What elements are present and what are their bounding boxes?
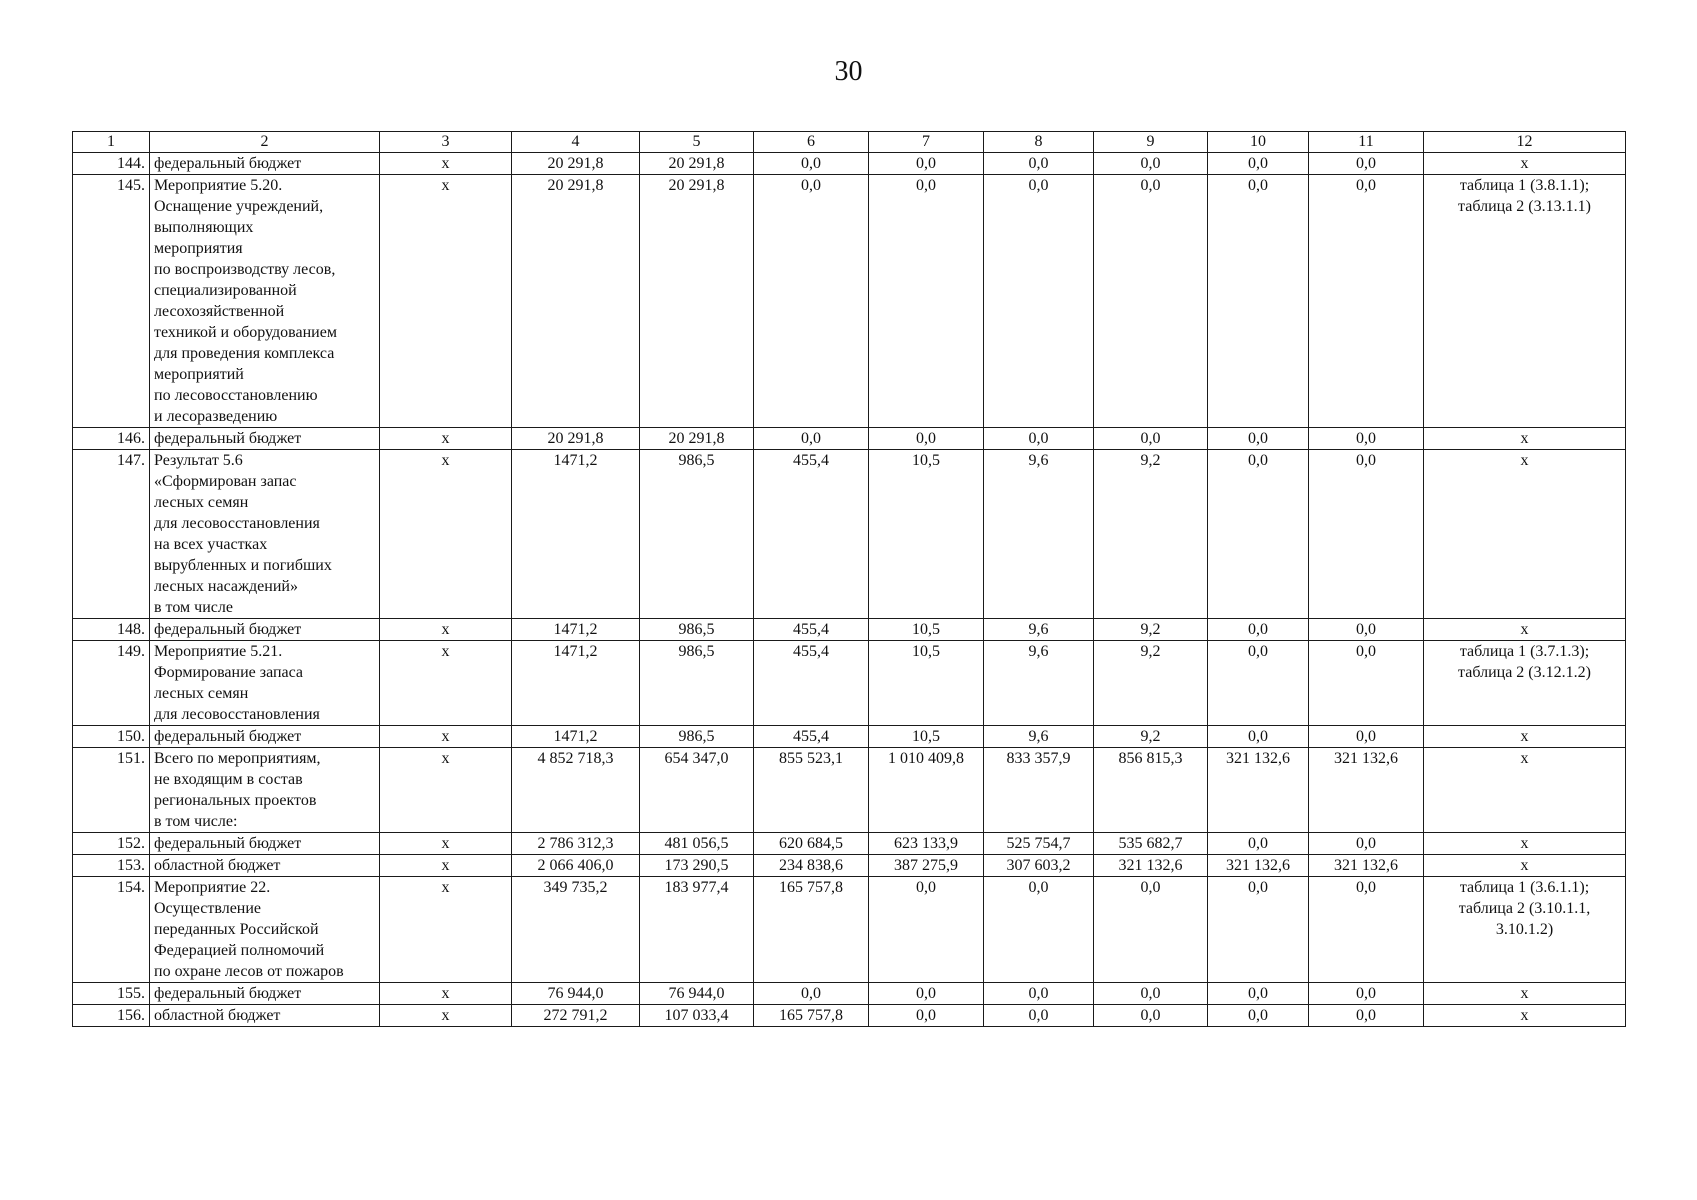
amount-cell: 387 275,9 [869,855,984,877]
row-name: федеральный бюджет [150,619,380,641]
header-cell: 1 [73,132,150,153]
amount-cell: 833 357,9 [984,748,1094,833]
header-cell: 6 [754,132,869,153]
amount-cell: 0,0 [1208,450,1309,619]
table-row [73,641,1626,726]
amount-cell: 9,6 [984,641,1094,726]
reference-cell: таблица 1 (3.7.1.3); таблица 2 (3.12.1.2) [1424,641,1626,726]
amount-cell: 20 291,8 [640,153,754,175]
amount-cell: 234 838,6 [754,855,869,877]
table-row [73,619,1626,641]
amount-cell: 0,0 [1208,833,1309,855]
row-number: 154. [73,877,150,983]
amount-cell: 0,0 [1309,726,1424,748]
amount-cell: 107 033,4 [640,1005,754,1027]
amount-cell: 20 291,8 [512,428,640,450]
amount-cell: 0,0 [754,153,869,175]
reference-cell: таблица 1 (3.6.1.1); таблица 2 (3.10.1.1, 3.10.1.2) [1424,877,1626,983]
reference-cell: х [1424,450,1626,619]
table-row [73,726,1626,748]
page-number: 30 [834,56,863,87]
amount-cell: 0,0 [1208,726,1309,748]
row-number: 153. [73,855,150,877]
amount-cell: 986,5 [640,450,754,619]
reference-cell: х [1424,855,1626,877]
col3-value: х [380,726,512,748]
amount-cell: 4 852 718,3 [512,748,640,833]
amount-cell: 321 132,6 [1094,855,1208,877]
amount-cell: 986,5 [640,619,754,641]
col3-value: х [380,428,512,450]
header-cell: 5 [640,132,754,153]
amount-cell: 455,4 [754,619,869,641]
amount-cell: 10,5 [869,641,984,726]
amount-cell: 0,0 [1094,175,1208,428]
amount-cell: 349 735,2 [512,877,640,983]
header-cell: 4 [512,132,640,153]
amount-cell: 0,0 [1309,153,1424,175]
amount-cell: 1 010 409,8 [869,748,984,833]
reference-cell: х [1424,833,1626,855]
row-name: Мероприятие 5.20. Оснащение учреждений, выполняющих мероприятия по воспроизводству лесов, специализированной лесохозяйственной техникой и оборудованием для проведения комплекса мероприятий по лесовосстановлению и лесоразведению [150,175,380,428]
amount-cell: 10,5 [869,619,984,641]
reference-cell: х [1424,153,1626,175]
amount-cell: 986,5 [640,641,754,726]
header-cell: 12 [1424,132,1626,153]
amount-cell: 321 132,6 [1208,748,1309,833]
amount-cell: 20 291,8 [512,153,640,175]
row-name: федеральный бюджет [150,428,380,450]
table-row [73,175,1626,428]
col3-value: х [380,748,512,833]
table-row [73,983,1626,1005]
row-name: федеральный бюджет [150,833,380,855]
amount-cell: 0,0 [754,428,869,450]
header-cell: 3 [380,132,512,153]
amount-cell: 0,0 [869,983,984,1005]
reference-cell: х [1424,1005,1626,1027]
amount-cell: 0,0 [984,877,1094,983]
amount-cell: 10,5 [869,450,984,619]
table-row [73,1005,1626,1027]
row-number: 145. [73,175,150,428]
amount-cell: 0,0 [1094,877,1208,983]
amount-cell: 1471,2 [512,726,640,748]
row-name: федеральный бюджет [150,983,380,1005]
row-number: 146. [73,428,150,450]
amount-cell: 0,0 [1208,877,1309,983]
amount-cell: 455,4 [754,450,869,619]
amount-cell: 9,6 [984,450,1094,619]
col3-value: х [380,833,512,855]
amount-cell: 535 682,7 [1094,833,1208,855]
reference-cell: х [1424,726,1626,748]
amount-cell: 0,0 [1094,1005,1208,1027]
table-row [73,428,1626,450]
row-name: Мероприятие 22. Осуществление переданных Российской Федерацией полномочий по охране лесов от пожаров [150,877,380,983]
amount-cell: 0,0 [1208,153,1309,175]
amount-cell: 9,2 [1094,450,1208,619]
amount-cell: 0,0 [1208,428,1309,450]
amount-cell: 307 603,2 [984,855,1094,877]
amount-cell: 0,0 [1309,428,1424,450]
amount-cell: 9,2 [1094,726,1208,748]
col3-value: х [380,855,512,877]
header-cell: 2 [150,132,380,153]
amount-cell: 481 056,5 [640,833,754,855]
amount-cell: 0,0 [869,153,984,175]
amount-cell: 321 132,6 [1309,855,1424,877]
amount-cell: 0,0 [869,877,984,983]
amount-cell: 0,0 [984,983,1094,1005]
table-row [73,855,1626,877]
row-number: 156. [73,1005,150,1027]
amount-cell: 654 347,0 [640,748,754,833]
amount-cell: 0,0 [984,1005,1094,1027]
col3-value: х [380,641,512,726]
row-name: федеральный бюджет [150,153,380,175]
amount-cell: 620 684,5 [754,833,869,855]
reference-cell: х [1424,428,1626,450]
amount-cell: 76 944,0 [512,983,640,1005]
amount-cell: 0,0 [984,153,1094,175]
amount-cell: 1471,2 [512,641,640,726]
amount-cell: 0,0 [1309,641,1424,726]
amount-cell: 0,0 [1208,641,1309,726]
header-cell: 11 [1309,132,1424,153]
reference-cell: х [1424,983,1626,1005]
amount-cell: 183 977,4 [640,877,754,983]
amount-cell: 0,0 [1094,983,1208,1005]
amount-cell: 1471,2 [512,619,640,641]
amount-cell: 0,0 [1309,877,1424,983]
row-number: 147. [73,450,150,619]
header-cell: 9 [1094,132,1208,153]
amount-cell: 0,0 [1208,1005,1309,1027]
row-number: 151. [73,748,150,833]
row-name: областной бюджет [150,1005,380,1027]
reference-cell: х [1424,619,1626,641]
col3-value: х [380,450,512,619]
row-number: 152. [73,833,150,855]
amount-cell: 855 523,1 [754,748,869,833]
amount-cell: 321 132,6 [1208,855,1309,877]
row-name: Мероприятие 5.21. Формирование запаса лесных семян для лесовосстановления [150,641,380,726]
row-name: областной бюджет [150,855,380,877]
amount-cell: 0,0 [754,983,869,1005]
amount-cell: 20 291,8 [640,428,754,450]
row-number: 144. [73,153,150,175]
amount-cell: 455,4 [754,726,869,748]
amount-cell: 20 291,8 [640,175,754,428]
amount-cell: 165 757,8 [754,1005,869,1027]
row-number: 149. [73,641,150,726]
table-row [73,153,1626,175]
amount-cell: 455,4 [754,641,869,726]
amount-cell: 2 066 406,0 [512,855,640,877]
amount-cell: 9,6 [984,619,1094,641]
row-number: 150. [73,726,150,748]
amount-cell: 165 757,8 [754,877,869,983]
amount-cell: 0,0 [1208,983,1309,1005]
amount-cell: 0,0 [1309,619,1424,641]
row-number: 155. [73,983,150,1005]
col3-value: х [380,619,512,641]
amount-cell: 272 791,2 [512,1005,640,1027]
table-row [73,748,1626,833]
row-name: федеральный бюджет [150,726,380,748]
amount-cell: 0,0 [1208,175,1309,428]
amount-cell: 525 754,7 [984,833,1094,855]
amount-cell: 2 786 312,3 [512,833,640,855]
row-number: 148. [73,619,150,641]
budget-table [72,131,1626,1027]
amount-cell: 0,0 [1094,153,1208,175]
col3-value: х [380,1005,512,1027]
amount-cell: 10,5 [869,726,984,748]
amount-cell: 0,0 [869,175,984,428]
amount-cell: 0,0 [1208,619,1309,641]
amount-cell: 321 132,6 [1309,748,1424,833]
amount-cell: 0,0 [984,428,1094,450]
reference-cell: таблица 1 (3.8.1.1); таблица 2 (3.13.1.1) [1424,175,1626,428]
col3-value: х [380,175,512,428]
row-name: Всего по мероприятиям, не входящим в состав региональных проектов в том числе: [150,748,380,833]
amount-cell: 623 133,9 [869,833,984,855]
header-cell: 8 [984,132,1094,153]
amount-cell: 0,0 [1309,833,1424,855]
amount-cell: 0,0 [869,1005,984,1027]
amount-cell: 20 291,8 [512,175,640,428]
header-cell: 7 [869,132,984,153]
col3-value: х [380,877,512,983]
header-cell: 10 [1208,132,1309,153]
amount-cell: 0,0 [1309,450,1424,619]
amount-cell: 173 290,5 [640,855,754,877]
amount-cell: 0,0 [984,175,1094,428]
row-name: Результат 5.6 «Сформирован запас лесных семян для лесовосстановления на всех участках вырубленных и погибших лесных насаждений» в том числе [150,450,380,619]
table-row [73,877,1626,983]
header-row [73,132,1626,153]
amount-cell: 9,2 [1094,641,1208,726]
amount-cell: 9,6 [984,726,1094,748]
table-row [73,450,1626,619]
amount-cell: 0,0 [1309,983,1424,1005]
amount-cell: 0,0 [754,175,869,428]
amount-cell: 9,2 [1094,619,1208,641]
amount-cell: 0,0 [869,428,984,450]
amount-cell: 986,5 [640,726,754,748]
col3-value: х [380,983,512,1005]
col3-value: х [380,153,512,175]
amount-cell: 0,0 [1309,1005,1424,1027]
amount-cell: 0,0 [1309,175,1424,428]
amount-cell: 1471,2 [512,450,640,619]
amount-cell: 856 815,3 [1094,748,1208,833]
reference-cell: х [1424,748,1626,833]
amount-cell: 0,0 [1094,428,1208,450]
amount-cell: 76 944,0 [640,983,754,1005]
table-row [73,833,1626,855]
